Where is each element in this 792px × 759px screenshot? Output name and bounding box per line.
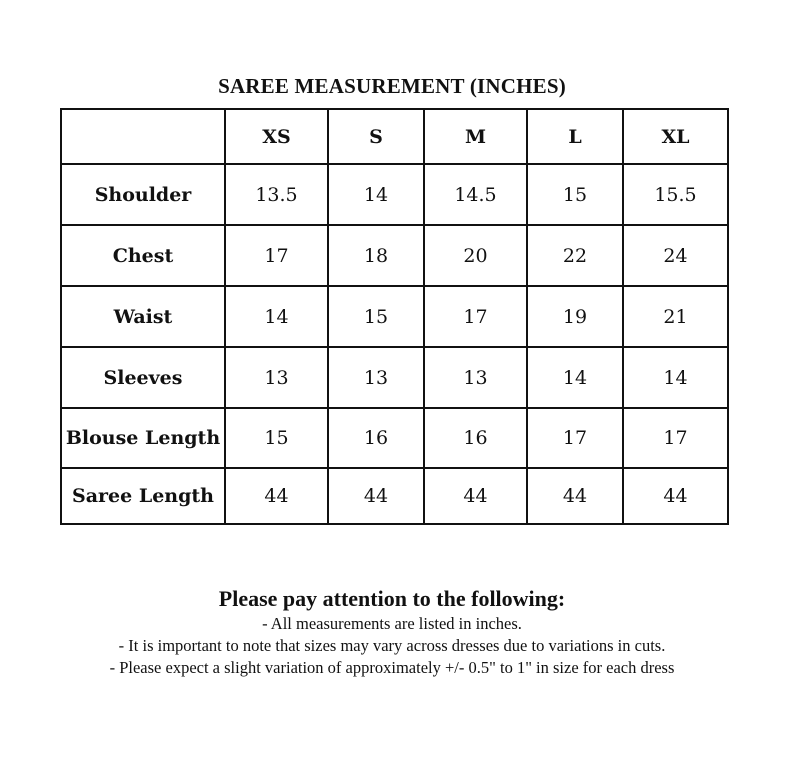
value-cell: 15 xyxy=(225,408,328,468)
corner-cell xyxy=(61,109,225,164)
size-header: XL xyxy=(623,109,728,164)
value-cell: 19 xyxy=(527,286,623,347)
chart-title: SAREE MEASUREMENT (INCHES) xyxy=(218,74,566,98)
note-line: - It is important to note that sizes may vary across dresses due to variations in cuts. xyxy=(118,636,666,655)
row-label: Sleeves xyxy=(61,347,225,408)
value-cell: 44 xyxy=(328,468,424,524)
size-header: M xyxy=(424,109,527,164)
value-cell: 15.5 xyxy=(623,164,728,225)
value-cell: 17 xyxy=(225,225,328,286)
value-cell: 14 xyxy=(623,347,728,408)
value-cell: 44 xyxy=(527,468,623,524)
note-line: - Please expect a slight variation of approximately +/- 0.5" to 1" in size for each dress xyxy=(109,658,675,677)
size-header: S xyxy=(328,109,424,164)
value-cell: 16 xyxy=(424,408,527,468)
value-cell: 22 xyxy=(527,225,623,286)
notes-section xyxy=(0,585,784,679)
value-cell: 14 xyxy=(527,347,623,408)
value-cell: 44 xyxy=(623,468,728,524)
value-cell: 17 xyxy=(424,286,527,347)
value-cell: 13.5 xyxy=(225,164,328,225)
size-header: L xyxy=(527,109,623,164)
notes-heading: Please pay attention to the following: xyxy=(218,586,566,611)
value-cell: 14.5 xyxy=(424,164,527,225)
table-row xyxy=(61,164,728,225)
table-row xyxy=(61,347,728,408)
value-cell: 17 xyxy=(623,408,728,468)
value-cell: 20 xyxy=(424,225,527,286)
size-header: XS xyxy=(225,109,328,164)
value-cell: 18 xyxy=(328,225,424,286)
value-cell: 16 xyxy=(328,408,424,468)
value-cell: 14 xyxy=(328,164,424,225)
value-cell: 15 xyxy=(328,286,424,347)
value-cell: 13 xyxy=(328,347,424,408)
note-line: - All measurements are listed in inches. xyxy=(262,614,522,633)
table-row xyxy=(61,225,728,286)
header-row xyxy=(61,109,728,164)
row-label: Waist xyxy=(61,286,225,347)
value-cell: 44 xyxy=(225,468,328,524)
value-cell: 13 xyxy=(424,347,527,408)
table-row xyxy=(61,286,728,347)
value-cell: 44 xyxy=(424,468,527,524)
value-cell: 14 xyxy=(225,286,328,347)
row-label: Blouse Length xyxy=(61,408,225,468)
value-cell: 24 xyxy=(623,225,728,286)
row-label: Saree Length xyxy=(61,468,225,524)
table-row xyxy=(61,468,728,524)
value-cell: 13 xyxy=(225,347,328,408)
row-label: Chest xyxy=(61,225,225,286)
value-cell: 15 xyxy=(527,164,623,225)
measurement-table xyxy=(60,108,729,525)
row-label: Shoulder xyxy=(61,164,225,225)
value-cell: 17 xyxy=(527,408,623,468)
table-row xyxy=(61,408,728,468)
value-cell: 21 xyxy=(623,286,728,347)
